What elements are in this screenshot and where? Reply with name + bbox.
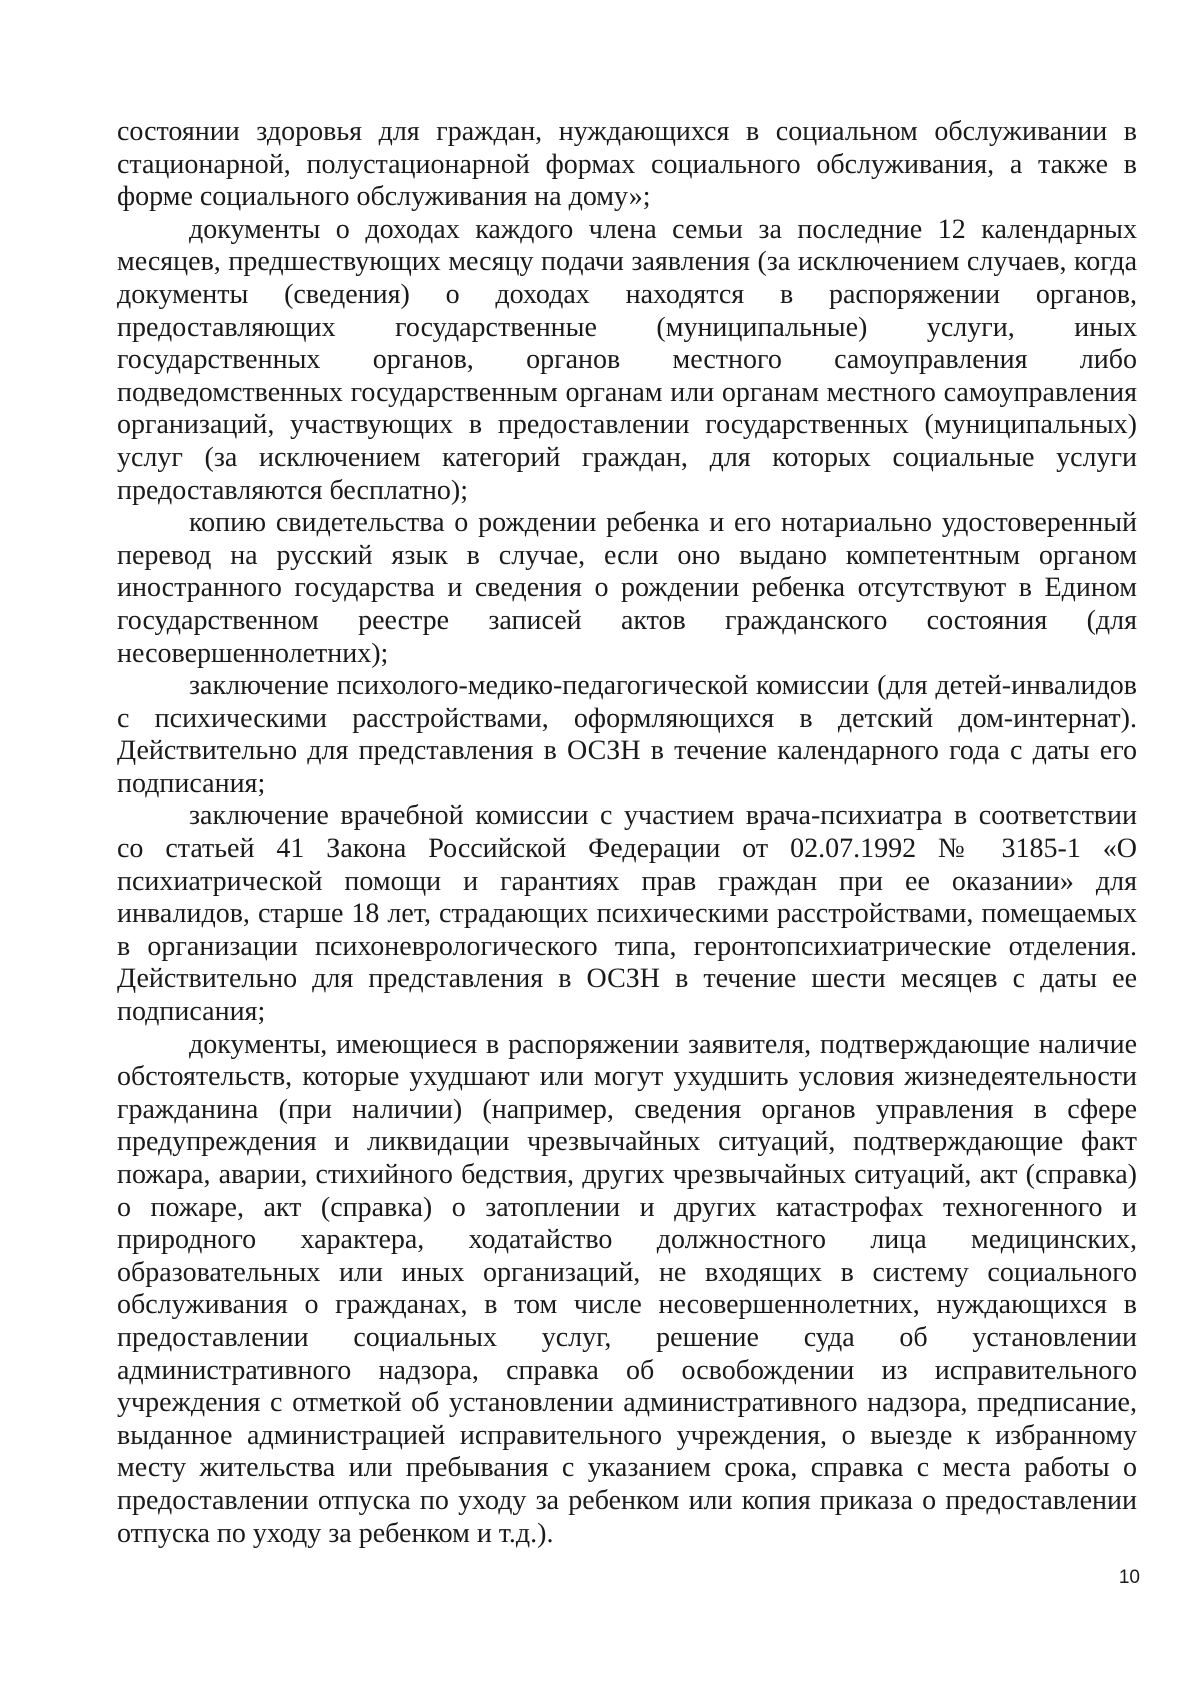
paragraph-birth-certificate: копию свидетельства о рождении ребенка и его нотариально удостоверенный перевод на русский язык в случае, если оно выдано компетентным органом иностранного государства и сведения о рождении ребенка отсутствуют в Едином государственном реестре записей актов гражданского состояния (для несовершеннолетних); xyxy=(117,507,1137,669)
page-number: 10 xyxy=(1118,1567,1140,1588)
document-body xyxy=(117,116,1137,1550)
paragraph-medical-commission: заключение врачебной комиссии с участием врача-психиатра в соответствии со статьей 41 Закона Российской Федерации от 02.07.1992 № 3185-1 «О психиатрической помощи и гарантиях прав граждан при ее оказании» для инвалидов, старше 18 лет, страдающих психическими расстройствами, помещаемых в организации психоневрологического типа, геронтопсихиатрические отделения. Действительно для представления в ОСЗН в течение шести месяцев с даты ее подписания; xyxy=(117,800,1137,1028)
paragraph-income-documents: документы о доходах каждого члена семьи за последние 12 календарных месяцев, предшествующих месяцу подачи заявления (за исключением случаев, когда документы (сведения) о доходах находятся в распоряжении органов, предоставляющих государственные (муниципальные) услуги, иных государственных органов, органов местного самоуправления либо подведомственных государственным органам или органам местного самоуправления организаций, участвующих в предоставлении государственных (муниципальных) услуг (за исключением категорий граждан, для которых социальные услуги предоставляются бесплатно); xyxy=(117,213,1137,506)
paragraph-pmpk-conclusion: заключение психолого-медико-педагогической комиссии (для детей-инвалидов с психическими расстройствами, оформляющихся в детский дом-интернат). Действительно для представления в ОСЗН в течение календарного года с даты его подписания; xyxy=(117,670,1137,799)
paragraph-continuation: состоянии здоровья для граждан, нуждающихся в социальном обслуживании в стационарной, полустационарной формах социального обслуживания, а также в форме социального обслуживания на дому»; xyxy=(117,116,1137,213)
paragraph-circumstances-documents: документы, имеющиеся в распоряжении заявителя, подтверждающие наличие обстоятельств, которые ухудшают или могут ухудшить условия жизнедеятельности гражданина (при наличии) (например, сведения органов управления в сфере предупреждения и ликвидации чрезвычайных ситуаций, подтверждающие факт пожара, аварии, стихийного бедствия, других чрезвычайных ситуаций, акт (справка) о пожаре, акт (справка) о затоплении и других катастрофах техногенного и природного характера, ходатайство должностного лица медицинских, образовательных или иных организаций, не входящих в систему социального обслуживания о гражданах, в том числе несовершеннолетних, нуждающихся в предоставлении социальных услуг, решение суда об установлении административного надзора, справка об освобождении из исправительного учреждения с отметкой об установлении административного надзора, предписание, выданное администрацией исправительного учреждения, о выезде к избранному месту жительства или пребывания с указанием срока, справка с места работы о предоставлении отпуска по уходу за ребенком или копия приказа о предоставлении отпуска по уходу за ребенком и т.д.). xyxy=(117,1028,1137,1549)
